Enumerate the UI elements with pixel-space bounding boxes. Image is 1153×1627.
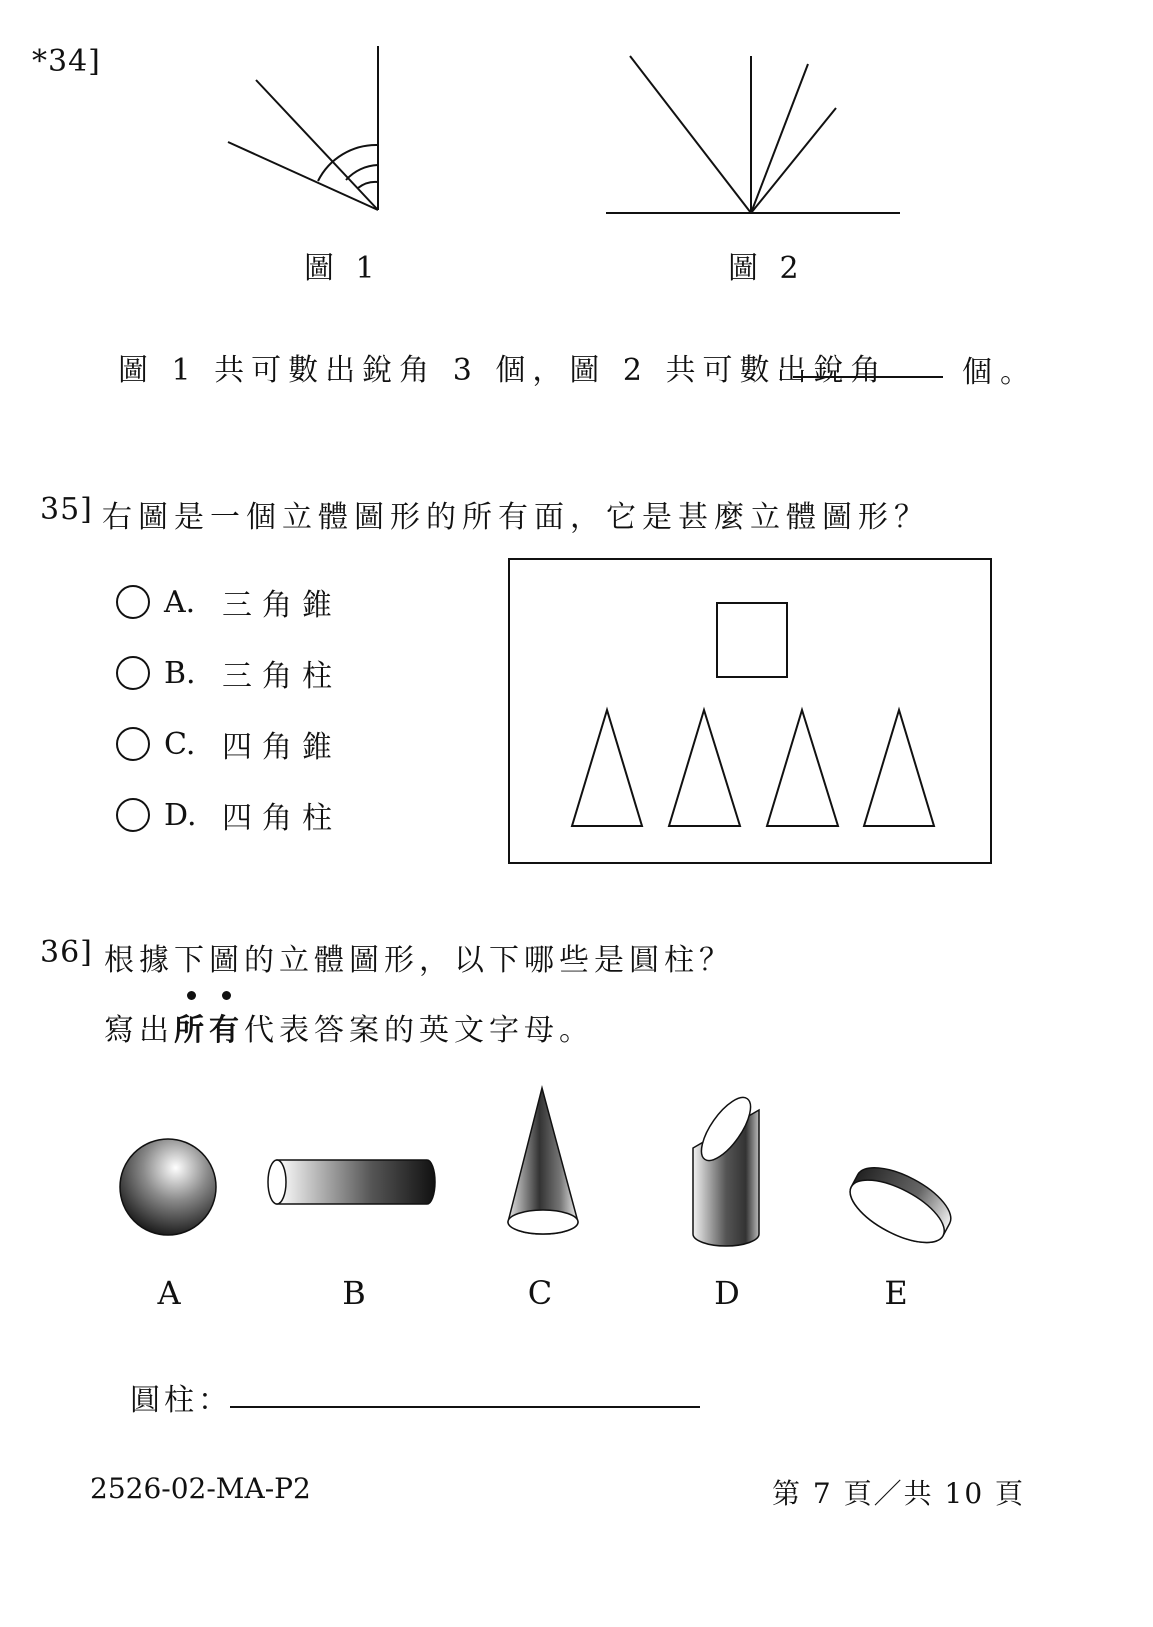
q36-instruction — [104, 1005, 594, 1049]
option-letter: A. — [164, 584, 196, 620]
net-triangle-face-2 — [669, 710, 740, 826]
horizontal-cylinder-end-icon — [268, 1160, 286, 1204]
option-letter: C. — [164, 726, 196, 762]
net-square-face — [717, 603, 787, 677]
instruction-post: 代表答案的英文字母。 — [244, 1013, 594, 1048]
q36-answer-label: 圓柱： — [130, 1383, 232, 1418]
option-text: 四角錐 — [222, 730, 342, 765]
fig1-caption: 圖 1 — [304, 251, 381, 286]
option-letter: D. — [164, 797, 197, 833]
shape-label-b: B — [342, 1274, 366, 1312]
net-triangle-face-3 — [767, 710, 838, 826]
q34-unit: 個。 — [962, 355, 1038, 390]
q35-question: 右圖是一個立體圖形的所有面，它是甚麼立體圖形？ — [102, 500, 930, 535]
option-text: 三角柱 — [222, 659, 342, 694]
emphasis-char-2: 有 — [209, 1005, 244, 1049]
option-text: 四角柱 — [222, 801, 342, 836]
footer-paper-code: 2526-02-MA-P2 — [90, 1472, 311, 1505]
footer-page-number: 第 7 頁／共 10 頁 — [772, 1477, 1026, 1510]
shape-label-a: A — [157, 1274, 181, 1312]
emphasis-char-1: 所 — [174, 1005, 209, 1049]
option-text: 三角錐 — [222, 588, 342, 623]
q36-question: 根據下圖的立體圖形，以下哪些是圓柱？ — [104, 943, 734, 978]
shape-label-e: E — [884, 1274, 908, 1312]
q36-shapes-figure — [0, 1070, 1153, 1270]
net-triangle-face-1 — [572, 710, 642, 826]
emphasis-dot-icon — [187, 991, 196, 1000]
instruction-pre: 寫出 — [104, 1013, 174, 1048]
q35-number: 35] — [40, 492, 93, 527]
q34-number: *34] — [32, 44, 101, 79]
emphasis-dot-icon — [222, 991, 231, 1000]
q36-answer-blank[interactable] — [230, 1406, 700, 1408]
cone-base-icon — [508, 1210, 578, 1234]
net-triangle-face-4 — [864, 710, 934, 826]
q34-statement: 圖 1 共可數出銳角 3 個，圖 2 共可數出銳角 — [118, 353, 888, 388]
shape-label-c: C — [527, 1274, 553, 1312]
fig2-caption: 圖 2 — [728, 251, 805, 286]
horizontal-cylinder-icon — [277, 1160, 435, 1204]
q36-number: 36] — [40, 935, 93, 970]
shape-label-d: D — [714, 1274, 740, 1312]
option-letter: B. — [164, 655, 196, 691]
sphere-icon — [120, 1139, 216, 1235]
net-frame — [509, 559, 991, 863]
